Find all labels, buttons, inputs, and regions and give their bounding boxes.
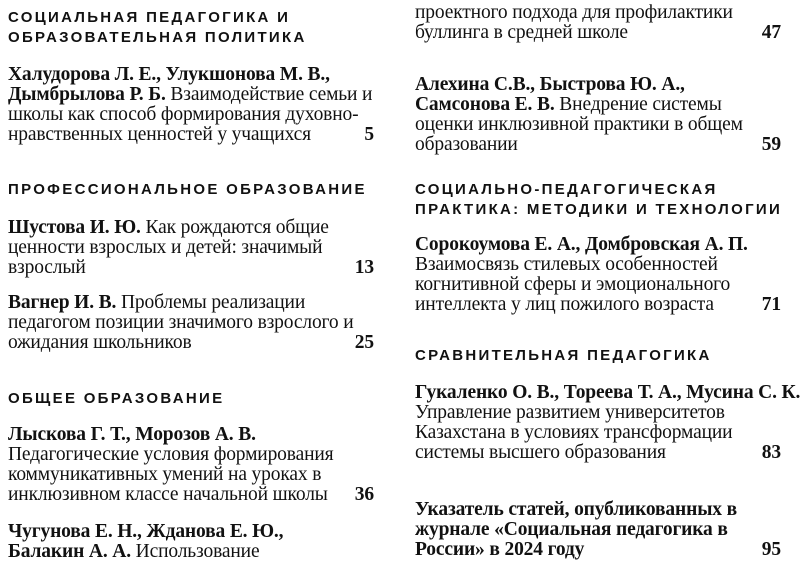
entry-title: Казахстана в условиях трансформации — [415, 422, 733, 443]
entry-line — [415, 443, 781, 463]
entry-title: Проблемы реализации — [116, 292, 306, 313]
toc-entry[interactable] — [8, 425, 374, 505]
entry-line — [415, 275, 781, 295]
entry-title: инклюзивном классе начальной школы — [8, 484, 328, 505]
entry-line — [8, 218, 374, 238]
entry-authors: Чугунова Е. Н., Жданова Е. Ю., — [8, 521, 284, 542]
toc-entry[interactable] — [8, 218, 374, 278]
entry-line — [415, 500, 781, 520]
entry-line — [8, 293, 374, 313]
toc-entry[interactable] — [8, 65, 374, 145]
entry-title: оценки инклюзивной практики в общем — [415, 114, 743, 135]
entry-authors: Гукаленко О. В., Тореева Т. А., Мусина С. К. — [415, 382, 800, 403]
page-number: 36 — [354, 484, 374, 505]
entry-title: Использование — [130, 541, 260, 562]
entry-line — [415, 295, 781, 315]
entry-line — [415, 423, 781, 443]
entry-line — [8, 313, 374, 333]
heading-line: ПРОФЕССИОНАЛЬНОЕ ОБРАЗОВАНИЕ — [8, 181, 367, 198]
entry-authors: Алехина С.В., Быстрова Ю. А., — [415, 74, 685, 95]
entry-line — [8, 85, 374, 105]
entry-authors: Халудорова Л. Е., Улукшонова М. В., — [8, 64, 330, 85]
entry-title: ценности взрослых и детей: значимый — [8, 237, 323, 258]
entry-line — [8, 485, 374, 505]
entry-line — [8, 65, 374, 85]
page-number: 5 — [364, 124, 374, 145]
entry-line — [415, 382, 800, 403]
entry-title: образовании — [415, 134, 518, 155]
section-heading — [415, 346, 781, 366]
toc-entry[interactable] — [415, 3, 781, 43]
section-heading — [8, 8, 374, 48]
section-heading — [415, 180, 781, 220]
entry-title: школы как способ формирования духовно- — [8, 104, 359, 125]
page-number: 25 — [354, 332, 374, 353]
heading-line: СОЦИАЛЬНАЯ ПЕДАГОГИКА И — [8, 9, 291, 26]
entry-title: проектного подхода для профилактики — [415, 2, 733, 23]
toc-entry[interactable] — [415, 235, 781, 315]
heading-line: СОЦИАЛЬНО-ПЕДАГОГИЧЕСКАЯ — [415, 181, 718, 198]
page-number: 83 — [761, 442, 781, 463]
entry-title: интеллекта у лиц пожилого возраста — [415, 294, 714, 315]
heading-line: ПРАКТИКА: МЕТОДИКИ И ТЕХНОЛОГИИ — [415, 201, 783, 218]
toc-entry[interactable] — [415, 500, 781, 560]
entry-line — [8, 425, 374, 445]
entry-title: когнитивной сферы и эмоционального — [415, 274, 731, 295]
entry-line — [415, 3, 781, 23]
page-number: 95 — [761, 539, 781, 560]
entry-authors: журнале «Социальная педагогика в — [415, 519, 728, 540]
entry-authors: Самсонова Е. В. — [415, 94, 555, 115]
heading-line: ОБЩЕЕ ОБРАЗОВАНИЕ — [8, 390, 225, 407]
entry-line — [415, 255, 781, 275]
entry-title: Внедрение системы — [554, 94, 722, 115]
entry-title: системы высшего образования — [415, 442, 666, 463]
entry-authors: России» в 2024 году — [415, 539, 585, 560]
entry-authors: Дымбрылова Р. Б. — [8, 84, 166, 105]
page-number: 47 — [761, 22, 781, 43]
entry-authors: Указатель статей, опубликованных в — [415, 499, 737, 520]
entry-line — [8, 333, 374, 353]
entry-authors: Балакин А. А. — [8, 541, 131, 562]
page-number: 13 — [354, 257, 374, 278]
entry-title: буллинга в средней школе — [415, 22, 628, 43]
entry-title: педагогом позиции значимого взрослого и — [8, 312, 354, 333]
entry-line — [415, 235, 781, 255]
section-heading — [8, 180, 374, 200]
entry-title: Взаимосвязь стилевых особенностей — [415, 254, 718, 275]
toc-entry[interactable] — [415, 75, 781, 155]
entry-line — [415, 540, 781, 560]
entry-line — [415, 520, 781, 540]
section-heading — [8, 389, 374, 409]
entry-line — [415, 23, 781, 43]
toc-entry[interactable] — [8, 293, 374, 353]
heading-line: СРАВНИТЕЛЬНАЯ ПЕДАГОГИКА — [415, 347, 712, 364]
entry-authors: Лыскова Г. Т., Морозов А. В. — [8, 424, 256, 445]
toc-entry[interactable] — [8, 522, 374, 562]
page-number: 71 — [761, 294, 781, 315]
toc-entry[interactable] — [415, 382, 800, 463]
entry-line — [8, 105, 374, 125]
entry-title: Педагогические условия формирования — [8, 444, 334, 465]
entry-line — [8, 542, 374, 562]
entry-title: взрослый — [8, 257, 86, 278]
entry-title: нравственных ценностей у учащихся — [8, 124, 311, 145]
entry-line — [8, 125, 374, 145]
entry-title: Взаимодействие семьи и — [165, 84, 373, 105]
entry-authors: Сорокоумова Е. А., Домбровская А. П. — [415, 234, 748, 255]
entry-title: ожидания школьников — [8, 332, 192, 353]
entry-title: Как рождаются общие — [140, 217, 329, 238]
entry-line — [415, 135, 781, 155]
entry-line — [415, 403, 781, 423]
entry-title: коммуникативных умений на уроках в — [8, 464, 322, 485]
entry-authors: Вагнер И. В. — [8, 292, 117, 313]
entry-line — [415, 75, 781, 95]
entry-authors: Шустова И. Ю. — [8, 217, 141, 238]
entry-line — [415, 115, 781, 135]
entry-title: Управление развитием университетов — [415, 402, 725, 423]
page-number: 59 — [761, 134, 781, 155]
entry-line — [8, 258, 374, 278]
entry-line — [8, 445, 374, 465]
entry-line — [8, 522, 374, 542]
entry-line — [8, 465, 374, 485]
toc-left-column — [8, 0, 374, 566]
entry-line — [415, 95, 781, 115]
toc-right-column — [415, 0, 800, 566]
heading-line: ОБРАЗОВАТЕЛЬНАЯ ПОЛИТИКА — [8, 29, 307, 46]
entry-line — [8, 238, 374, 258]
